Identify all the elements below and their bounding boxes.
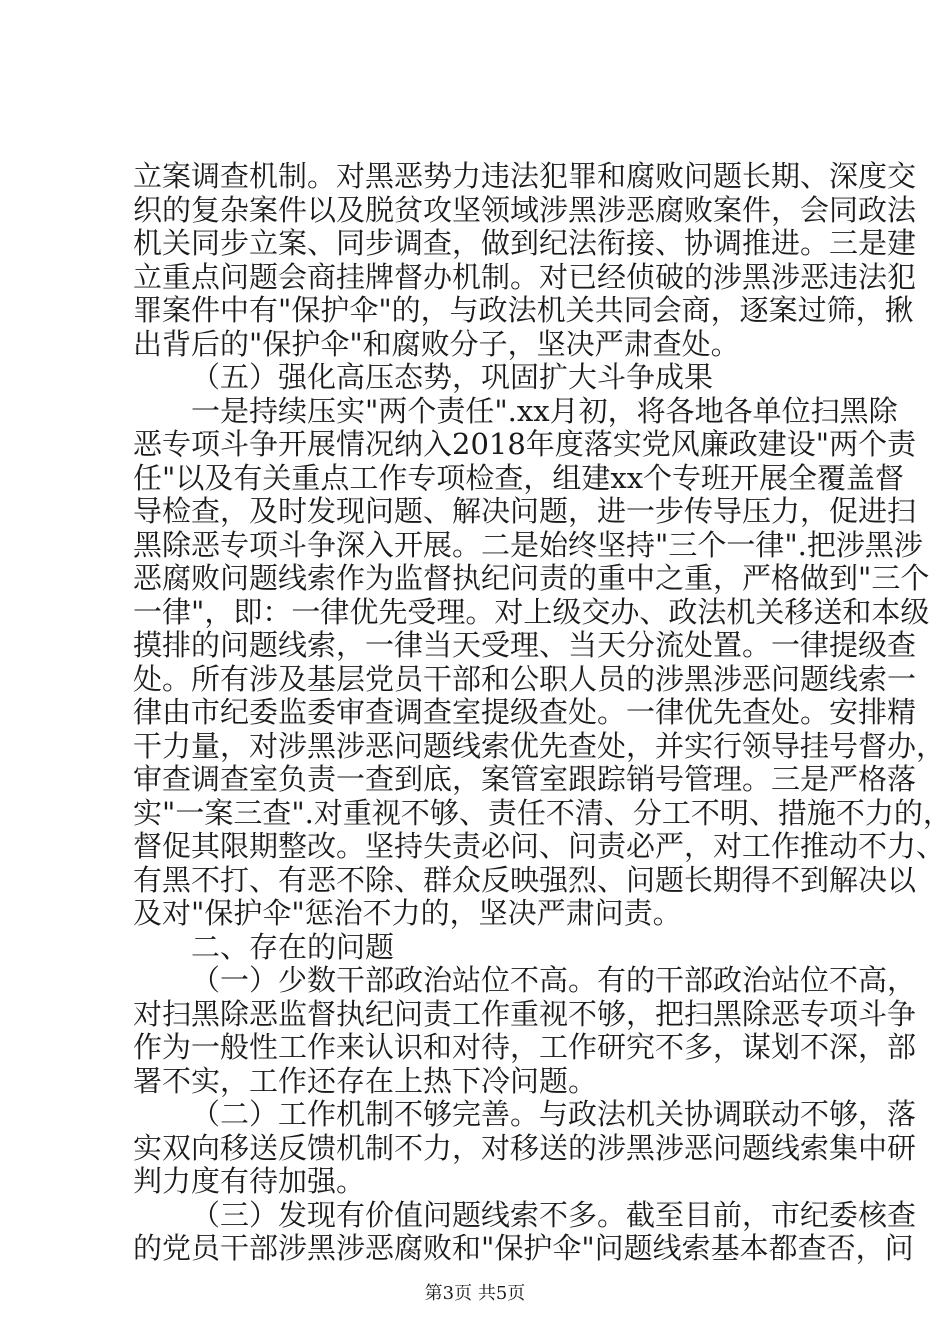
text-line: 对扫黑除恶监督执纪问责工作重视不够，把扫黑除恶专项斗争: [133, 996, 917, 1031]
text-line: 督促其限期整改。坚持失责必问、问责必严，对工作推动不力、: [133, 829, 946, 863]
text-line: 织的复杂案件以及脱贫攻坚领域涉黑涉恶腐败案件，会同政法: [133, 192, 917, 227]
text-line: 立重点问题会商挂牌督办机制。对已经侦破的涉黑涉恶违法犯: [133, 259, 917, 294]
text-line: 出背后的"保护伞"和腐败分子，坚决严肃查处。: [133, 326, 740, 361]
text-line: 立案调查机制。对黑恶势力违法犯罪和腐败问题长期、深度交: [133, 159, 917, 193]
text-line: 导检查，及时发现问题、解决问题，进一步传导压力，促进扫: [133, 494, 917, 528]
text-line: 罪案件中有"保护伞"的，与政法机关共同会商，逐案过筛，揪: [133, 293, 914, 327]
text-line: 审查调查室负责一查到底，案管室跟踪销号管理。三是严格落: [133, 762, 917, 796]
text-line: （五）强化高压态势，巩固扩大斗争成果: [191, 360, 714, 394]
text-line: 恶专项斗争开展情况纳入2018年度落实党风廉政建设"两个责: [133, 427, 917, 461]
page-footer: 第3页 共5页: [424, 1283, 526, 1304]
text-line: 机关同步立案、同步调查，做到纪法衔接、协调推进。三是建: [133, 226, 917, 260]
text-line: 一律"，即：一律优先受理。对上级交办、政法机关移送和本级: [133, 594, 930, 629]
text-line: 恶腐败问题线索作为监督执纪问责的重中之重，严格做到"三个: [133, 561, 930, 595]
text-line: （二）工作机制不够完善。与政法机关协调联动不够，落: [191, 1097, 917, 1131]
text-line: 的党员干部涉黑涉恶腐败和"保护伞"问题线索基本都查否，问: [133, 1231, 914, 1265]
text-line: 实"一案三查".对重视不够、责任不清、分工不明、措施不力的，: [133, 795, 952, 830]
text-line: 及对"保护伞"惩治不力的，坚决严肃问责。: [133, 896, 682, 930]
text-line: 任"以及有关重点工作专项检查，组建xx个专班开展全覆盖督: [133, 460, 905, 495]
text-line: 作为一般性工作来认识和对待，工作研究不多，谋划不深，部: [133, 1030, 917, 1064]
text-line: 处。所有涉及基层党员干部和公职人员的涉黑涉恶问题线索一: [133, 661, 917, 696]
text-line: 二、存在的问题: [191, 929, 395, 964]
text-line: 有黑不打、有恶不除、群众反映强烈、问题长期得不到解决以: [133, 862, 917, 897]
text-line: 律由市纪委监委审查调查室提级查处。一律优先查处。安排精: [133, 695, 917, 729]
text-line: 判力度有待加强。: [133, 1164, 366, 1198]
text-line: 署不实，工作还存在上热下冷问题。: [133, 1063, 598, 1098]
text-line: 一是持续压实"两个责任".xx月初，将各地各单位扫黑除: [191, 393, 898, 428]
text-line: 实双向移送反馈机制不力，对移送的涉黑涉恶问题线索集中研: [133, 1130, 917, 1165]
document-body: [133, 159, 952, 1266]
text-line: 黑除恶专项斗争深入开展。二是始终坚持"三个一律".把涉黑涉: [133, 527, 923, 562]
text-line: 摸排的问题线索，一律当天受理、当天分流处置。一律提级查: [133, 628, 917, 662]
text-line: （一）少数干部政治站位不高。有的干部政治站位不高，: [191, 963, 917, 997]
text-line: （三）发现有价值问题线索不多。截至目前，市纪委核查: [191, 1197, 917, 1232]
text-line: 干力量，对涉黑涉恶问题线索优先查处，并实行领导挂号督办，: [133, 728, 946, 763]
